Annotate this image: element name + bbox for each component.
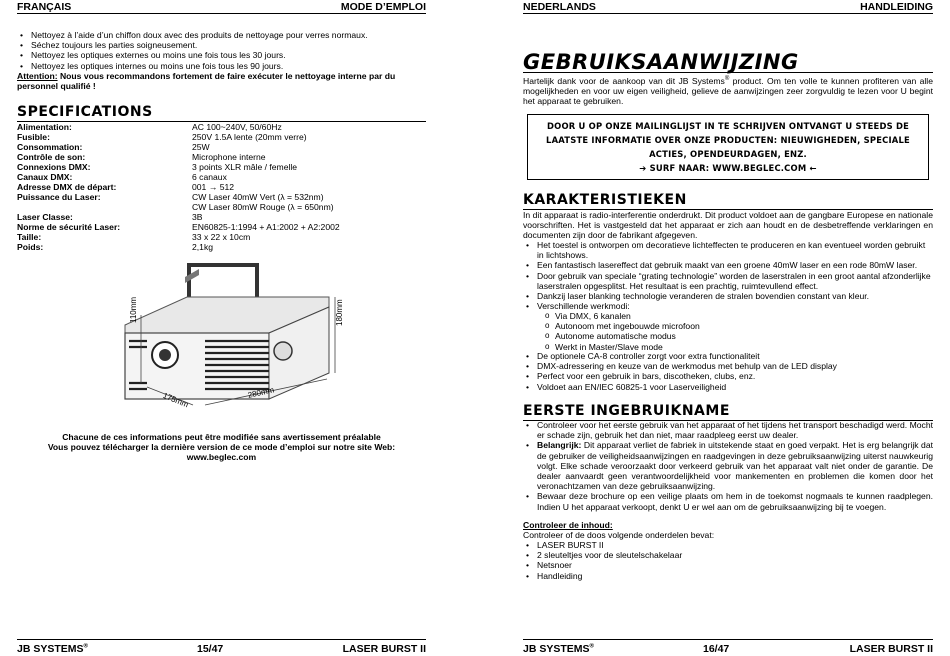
section-title: SPECIFICATIONS	[17, 104, 426, 122]
spec-value: 6 canaux	[192, 172, 227, 182]
spec-value: 3B	[192, 212, 203, 222]
page-number: 16/47	[703, 643, 730, 655]
spec-key: Consommation:	[17, 142, 83, 152]
list-item: • Dankzij laser blanking technologie veranderen de stralen bovendien constant van kleur.	[523, 291, 933, 301]
attention-label: Attention:	[17, 71, 58, 81]
important-text: Dit apparaat verliet de fabriek in uitstekende staat en goed verpakt. Het is erg belangrijk dat de gebruiker de veiligheidsaanwijzingen en raadgevingen in deze gebruiksaanwijzing uiterst nauwkeurig volgt. Elke schade veroorzaakt door verkeerd gebruik van het apparaat valt niet onder de garantie. De dealer aanvaardt geen verantwoordelijkheid voor mankementen en problemen die komen door het veronachtzamen van deze gebruiksaanwijzing.	[537, 440, 933, 492]
language-label: FRANÇAIS	[17, 1, 72, 13]
spec-key: Canaux DMX:	[17, 172, 73, 182]
section-title: EERSTE INGEBRUIKNAME	[523, 403, 933, 421]
footer-product: LASER BURST II	[849, 643, 933, 655]
list-item: o Autonoom met ingebouwde microfoon	[543, 321, 933, 331]
contents-intro: Controleer of de doos volgende onderdelen bevat:	[523, 530, 715, 540]
adjust-knob	[274, 342, 292, 360]
spec-heading-wrap	[17, 104, 426, 122]
spec-value: AC 100~240V, 50/60Hz	[192, 122, 282, 132]
spec-row	[17, 132, 427, 142]
spec-row	[17, 122, 427, 132]
attention-text-2: personnel qualifié !	[17, 81, 96, 92]
list-item: o Autonome automatische modus	[543, 331, 933, 341]
spec-value: Microphone interne	[192, 152, 266, 162]
spec-row	[17, 152, 427, 162]
list-item: • Een fantastisch lasereffect dat gebruik maakt van een groene 40mW laser en een rode 80mW laser.	[523, 260, 933, 270]
spec-row	[17, 192, 427, 202]
left-header	[17, 0, 426, 14]
spec-key: Adresse DMX de départ:	[17, 182, 117, 192]
box-line: ACTIES, OPENDEURDAGEN, ENZ.	[649, 149, 807, 159]
list-item: • Bewaar deze brochure op een veilige plaats om hem in de toekomst nogmaals te kunnen raadplegen. Indien U het apparaat verkoopt, denkt U er wel aan om de gebruiksaanwijzing bij te voegen.	[523, 491, 933, 511]
spec-key: Fusible:	[17, 132, 50, 142]
list-item: • Controleer voor het eerste gebruik van het apparaat of het tijdens het transport beschadigd werd. Mocht er schade zijn, gebruik het dan niet, maar raadpleeg eerst uw dealer.	[523, 420, 933, 440]
website-link[interactable]: www.beglec.com	[186, 452, 257, 463]
dim-height-label: 110mm	[129, 296, 138, 323]
laser-device-drawing	[97, 255, 367, 415]
eerste-heading-wrap	[523, 403, 933, 421]
spec-value: 3 points XLR mâle / femelle	[192, 162, 298, 172]
spec-key: Contrôle de son:	[17, 152, 86, 162]
spec-key: Poids:	[17, 242, 44, 252]
list-item: • Voldoet aan EN/IEC 60825-1 voor Laserveiligheid	[523, 382, 933, 392]
footer-brand: JB SYSTEMS®	[17, 643, 88, 655]
list-item: • Nettoyez à l’aide d’un chiffon doux avec des produits de nettoyage pour verres normaux.	[17, 30, 426, 40]
right-header	[523, 0, 933, 14]
list-item: • Séchez toujours les parties soigneusement.	[17, 40, 426, 50]
spec-value: CW Laser 80mW Rouge (λ = 650nm)	[192, 202, 334, 212]
feature-list-2	[523, 351, 933, 392]
spec-value: EN60825-1:1994 + A1:2002 + A2:2002	[192, 222, 340, 232]
notice-line: Vous pouvez télécharger la dernière version de ce mode d’emploi sur notre site Web:	[47, 442, 396, 453]
spec-value: 25W	[192, 142, 210, 152]
spec-key: Laser Classe:	[17, 212, 73, 222]
kar-heading-wrap	[523, 192, 933, 210]
spec-key: Connexions DMX:	[17, 162, 91, 172]
website-link[interactable]: ➔ SURF NAAR: WWW.BEGLEC.COM ←	[639, 163, 817, 173]
title-rule	[523, 72, 933, 73]
left-page	[17, 0, 426, 654]
section-title: KARAKTERISTIEKEN	[523, 192, 933, 210]
contents-title: Controleer de inhoud:	[523, 520, 613, 530]
right-page	[523, 0, 933, 654]
spec-row	[17, 202, 427, 212]
attention-note	[17, 71, 426, 91]
list-item: • DMX-adressering en keuze van de werkmodus met behulp van de LED display	[523, 361, 933, 371]
list-item: • Nettoyez les optiques internes ou moins une fois tous les 90 jours.	[17, 61, 426, 71]
spec-key: Puissance du Laser:	[17, 192, 101, 202]
notice-line: Chacune de ces informations peut être modifiée sans avertissement préalable	[62, 432, 381, 442]
important-label: Belangrijk:	[537, 440, 582, 451]
spec-row	[17, 172, 427, 182]
spec-value: 2,1kg	[192, 242, 214, 252]
eerste-list	[523, 420, 933, 512]
attention-text: Nous vous recommandons fortement de faire exécuter le nettoyage interne par du	[57, 71, 396, 81]
spec-value: 001 → 512	[192, 182, 235, 192]
spec-key: Alimentation:	[17, 122, 72, 132]
kar-intro: In dit apparaat is radio-interferentie onderdrukt. Dit product voldoet aan de gangbare Europese en nationale voorschriften. Het is vastgesteld dat het apparaat er zich aan houdt en de desbetreffende verklaringen en documenten zijn door de fabrikant afgegeven.	[523, 210, 933, 241]
dim-width-label: 175mm	[161, 391, 190, 410]
list-item: • 2 sleuteltjes voor de sleutelschakelaar	[523, 550, 933, 560]
mode-list	[543, 311, 933, 352]
spec-key: Norme de sécurité Laser:	[17, 222, 121, 232]
page-title: GEBRUIKSAANWIJZING	[523, 50, 799, 74]
list-item: o Werkt in Master/Slave mode	[543, 342, 933, 352]
spec-value: CW Laser 40mW Vert (λ = 532nm)	[192, 192, 324, 202]
list-item: • Perfect voor een gebruik in bars, discotheken, clubs, enz.	[523, 371, 933, 381]
mailinglist-box	[527, 114, 929, 180]
contents-list	[523, 540, 933, 581]
intro-part: Hartelijk dank voor de aankoop van dit JB Systems	[523, 76, 725, 86]
spec-table	[17, 122, 427, 252]
dim-depth-label: 180mm	[335, 299, 344, 326]
list-item: • De optionele CA-8 controller zorgt voor extra functionaliteit	[523, 351, 933, 361]
notice-block	[17, 432, 426, 463]
list-item: • Nettoyez les optiques externes ou moins une fois tous les 30 jours.	[17, 50, 426, 60]
intro-part: product. Om ten volle te kunnen profiteren van alle mogelijkheden en voor uw eigen veiligheid, gelieve de aanwijzingen zeer zorgvuldig te lezen voor U begint het apparaat te gebruiken.	[523, 76, 933, 107]
list-item: • Handleiding	[523, 571, 933, 581]
spec-row	[17, 242, 427, 252]
list-item	[523, 440, 933, 491]
spec-value: 33 x 22 x 10cm	[192, 232, 251, 242]
lens-center	[159, 349, 171, 361]
dim-length-label: 280mm	[247, 385, 275, 400]
manual-label: MODE D’EMPLOI	[340, 1, 426, 13]
cleaning-list	[17, 30, 426, 71]
language-label: NEDERLANDS	[523, 1, 596, 13]
spec-row	[17, 212, 427, 222]
list-item: • LASER BURST II	[523, 540, 933, 550]
footer-product: LASER BURST II	[342, 643, 426, 655]
spec-row	[17, 182, 427, 192]
list-item: • Het toestel is ontworpen om decoratieve lichteffecten te produceren en kan eventueel worden gebruikt in lichtshows.	[523, 240, 933, 260]
page-number: 15/47	[197, 643, 224, 655]
spec-row	[17, 162, 427, 172]
list-item: o Via DMX, 6 kanalen	[543, 311, 933, 321]
footer-brand: JB SYSTEMS®	[523, 643, 594, 655]
list-item: • Netsnoer	[523, 560, 933, 570]
spec-row	[17, 232, 427, 242]
list-item: • Door gebruik van speciale “grating technologie” worden de laserstralen in een groot aantal afzonderlijke laserstralen opgesplitst. Het resultaat is een prachtig, ruimtevullend effect.	[523, 271, 933, 291]
list-item: • Verschillende werkmodi:	[523, 301, 933, 311]
spec-value: 250V 1.5A lente (20mm verre)	[192, 132, 307, 142]
spec-row	[17, 222, 427, 232]
spec-row	[17, 142, 427, 152]
feature-list	[523, 240, 933, 311]
manual-label: HANDLEIDING	[860, 1, 933, 13]
intro-text	[523, 76, 933, 107]
left-footer	[17, 639, 426, 656]
box-line: LAATSTE INFORMATIE OVER ONZE PRODUCTEN: NIEUWIGHEDEN, SPECIALE	[546, 135, 910, 145]
spec-key: Taille:	[17, 232, 42, 242]
right-footer	[523, 639, 933, 656]
box-line: DOOR U OP ONZE MAILINGLIJST IN TE SCHRIJVEN ONTVANGT U STEEDS DE	[546, 121, 910, 131]
registered-mark: ®	[724, 76, 730, 83]
